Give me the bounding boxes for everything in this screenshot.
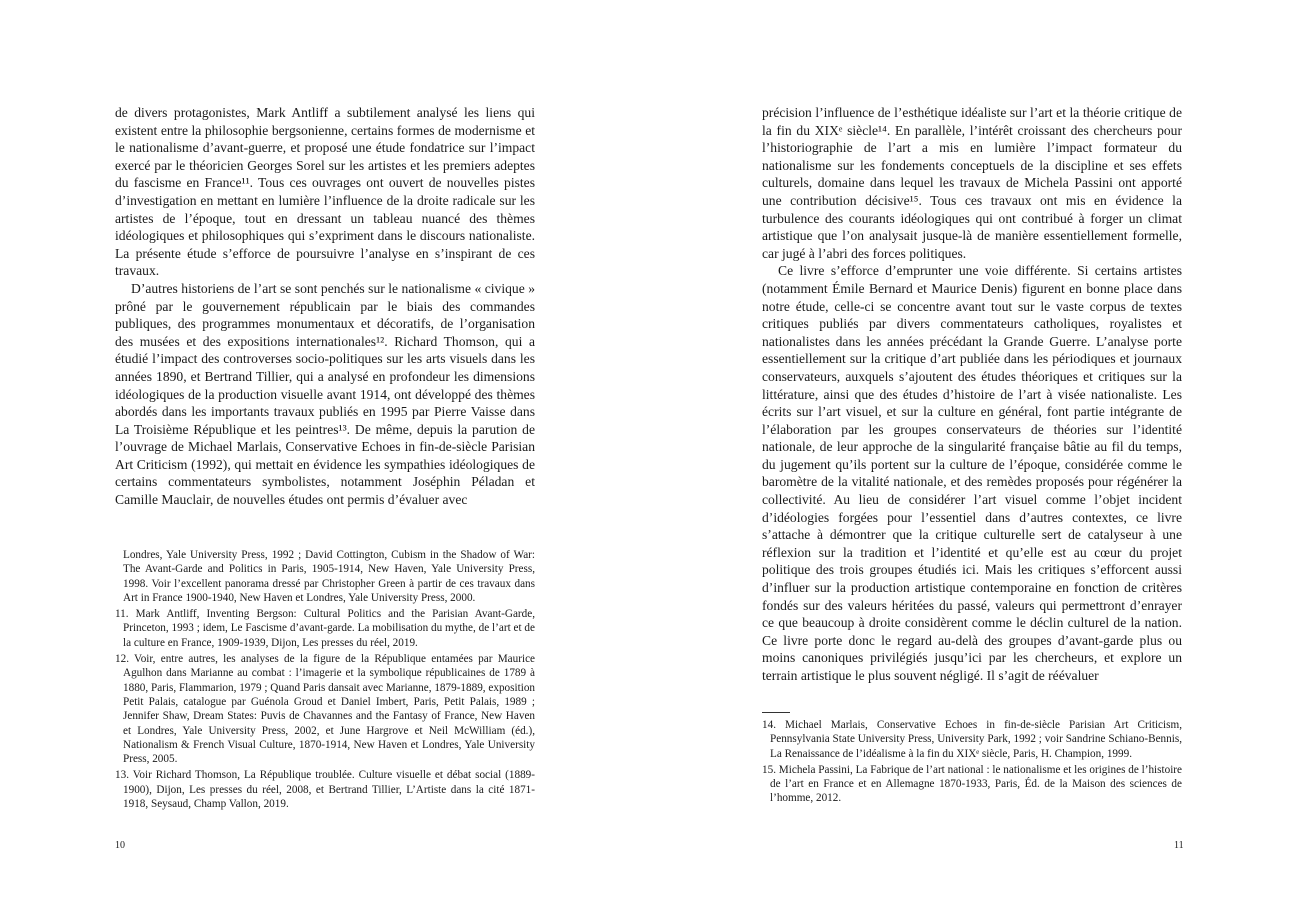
paragraph: précision l’influence de l’esthétique idéaliste sur l’art et la théorie critique de la fin du XIXᵉ siècle¹⁴. En parallèle, l’intérêt croissant des chercheurs pour l’historiographie de l’art a mis en lumière l’impact formateur du nationalisme sur les fondements conceptuels de la discipline et ses effets culturels, domaine dans lequel les travaux de Michela Passini ont apporté une contribution décisive¹⁵. Tous ces travaux ont mis en évidence la turbulence des courants idéologiques qui ont contribué à forger un climat artistique que l’on analysait jusque-là de manière essentiellement formelle, car jugé à l’abri des forces politiques.	[762, 105, 1182, 261]
page-number: 11	[1174, 840, 1184, 851]
paragraph: de divers protagonistes, Mark Antliff a subtilement analysé les liens qui existent entre la philosophie bergsonienne, certains formes de modernisme et le nationalisme d’avant-guerre, et proposé une étude fondatrice sur l’impact exercé par le théoricien Georges Sorel sur les artistes et les premiers adeptes du fascisme en France¹¹. Tous ces ouvrages ont ouvert de nouvelles pistes d’investigation en mettant en lumière l’influence de la droite radicale sur les artistes de l’époque, tout en dressant un tableau nuancé des thèmes idéologiques et philosophiques qui s’expriment dans le discours nationaliste. La présente étude s’efforce de poursuivre l’analyse en s’inspirant de ces travaux.	[115, 105, 535, 279]
footnote: Londres, Yale University Press, 1992 ; David Cottington, Cubism in the Shadow of War: The Avant-Garde and Politics in Paris, 1905-1914, New Haven, Yale University Press, 1998. Voir l’excellent panorama dressé par Christopher Green à partir de ces travaux dans Art in France 1900-1940, New Haven et Londres, Yale University Press, 2000.	[123, 549, 535, 604]
left-body-text	[115, 104, 535, 509]
footnote: 13. Voir Richard Thomson, La République troublée. Culture visuelle et débat social (1889-1900), Dijon, Les presses du réel, 2008, et Bertrand Tillier, L’Artiste dans la cité 1871-1918, Seysaud, Champ Vallon, 2019.	[115, 769, 535, 811]
footnote: 11. Mark Antliff, Inventing Bergson: Cultural Politics and the Parisian Avant-Garde, Princeton, 1993 ; idem, Le Fascisme d’avant-garde. La mobilisation du mythe, de l’art et de la culture en France, 1909-1939, Dijon, Les presses du réel, 2019.	[115, 608, 535, 649]
right-page	[647, 0, 1294, 913]
footnote: 14. Michael Marlais, Conservative Echoes in fin-de-siècle Parisian Art Criticism, Pennsylvania State University Press, University Park, 1992 ; voir Sandrine Schiano-Bennis, La Renaissance de l’idéalisme à la fin du XIXᵉ siècle, Paris, H. Champion, 1999.	[762, 719, 1182, 760]
paragraph: Ce livre s’efforce d’emprunter une voie différente. Si certains artistes (notamment Émile Bernard et Maurice Denis) figurent en bonne place dans notre étude, celle-ci se concentre avant tout sur le vaste corpus de textes critiques publiés par divers commentateurs catholiques, royalistes et nationalistes dans les années précédant la Grande Guerre. L’analyse porte essentiellement sur la critique d’art publiée dans les périodiques et journaux conservateurs, auxquels s’ajoutent des études théoriques et critiques sur la littérature, ainsi que des études d’histoire de l’art à visée nationaliste. Les écrits sur l’art visuel, et sur la culture en général, font partie intégrante de l’élaboration par les groupes conservateurs de théories sur l’identité nationale, de leur approche de la singularité française bâtie au fil du temps, du jugement qu’ils portent sur la culture de l’époque, considérée comme le baromètre de la vitalité nationale, et des remèdes proposés pour régénérer la collectivité. Au lieu de considérer l’art visuel comme l’objet incident d’idéologies forgées pour l’essentiel dans d’autres contextes, ce livre s’attache à démontrer que la critique culturelle sert de catalyseur à une réflexion sur la tradition et l’identité et qu’elle est au cœur du projet politique des trois groupes étudiés ici. Mais les critiques s’efforcent aussi d’influer sur la production artistique contemporaine en fonction de critères fondés sur des valeurs héritées du passé, valeurs qui permettront d’enrayer ce que beaucoup à droite considèrent comme le déclin culturel de la nation. Ce livre porte donc le regard au-delà des groupes d’avant-garde plus ou moins canoniques privilégiés jusqu’ici par les chercheurs, et explore un terrain artistique le plus souvent négligé. Il s’agit de réévaluer	[762, 263, 1182, 683]
page-number: 10	[115, 840, 125, 851]
footnote-rule	[762, 712, 790, 713]
footnote: 15. Michela Passini, La Fabrique de l’art national : le nationalisme et les origines de l’histoire de l’art en France et en Allemagne 1870-1933, Paris, Éd. de la Maison des sciences de l’homme, 2012.	[762, 763, 1182, 805]
right-footnotes	[762, 718, 1182, 808]
footnote: 12. Voir, entre autres, les analyses de la figure de la République entamées par Maurice Agulhon dans Marianne au combat : l’imagerie et la symbolique républicaines de 1789 à 1880, Paris, Flammarion, 1979 ; Quand Paris dansait avec Marianne, 1879-1889, exposition Petit Palais, catalogue par Guénola Groud et Daniel Imbert, Paris, Petit Palais, 1989 ; Jennifer Shaw, Dream States: Puvis de Chavannes and the Fantasy of France, New Haven et Londres, Yale University Press, 2002, et June Hargrove et Neil McWilliam (éd.), Nationalism & French Visual Culture, 1870-1914, New Haven et Londres, Yale University Press, 2005.	[115, 653, 536, 766]
paragraph: D’autres historiens de l’art se sont penchés sur le nationalisme « civique » prôné par le gouvernement républicain par le biais des commandes publiques, des programmes monumentaux et décoratifs, de l’organisation des musées et des expositions internationales¹². Richard Thomson, qui a étudié l’impact des controverses socio-politiques sur les arts visuels dans les années 1890, et Bertrand Tillier, qui a analysé en profondeur les dimensions idéologiques de la production visuelle avant 1914, ont développé des thèmes abordés dans les importants travaux publiés en 1995 par Pierre Vaisse dans La Troisième République et les peintres¹³. De même, depuis la parution de l’ouvrage de Michael Marlais, Conservative Echoes in fin-de-siècle Parisian Art Criticism (1992), qui mettait en évidence les sympathies idéologiques de certains commentateurs symbolistes, notamment Joséphin Péladan et Camille Mauclair, de nouvelles études ont permis d’évaluer avec	[115, 280, 535, 508]
left-footnotes	[115, 548, 535, 813]
right-body-text	[762, 104, 1182, 685]
